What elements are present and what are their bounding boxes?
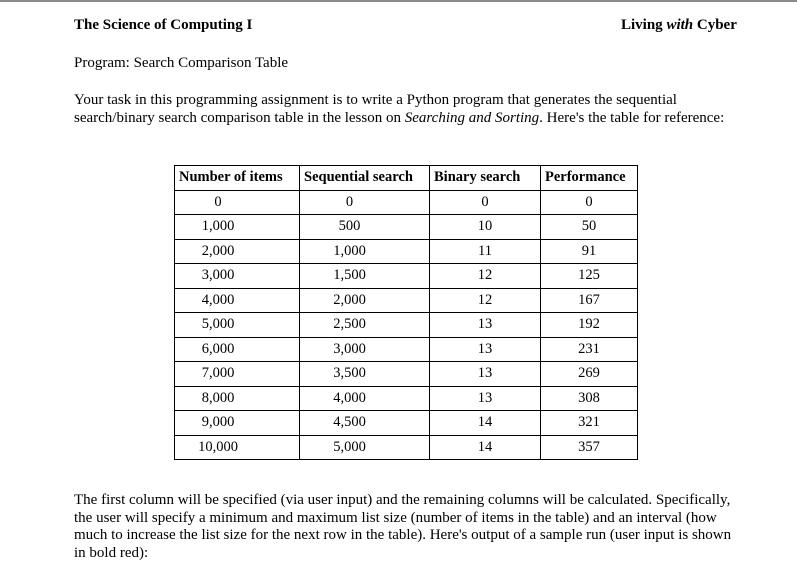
table-body: [175, 190, 638, 460]
cell-performance: 231: [541, 337, 638, 362]
table-row: [175, 435, 638, 460]
cell-binary-search: 11: [430, 239, 541, 264]
cell-number-of-items: 6,000: [175, 337, 300, 362]
table-row: [175, 239, 638, 264]
cell-number-of-items: 10,000: [175, 435, 300, 460]
cell-performance: 321: [541, 411, 638, 436]
cell-sequential-search: 5,000: [300, 435, 430, 460]
intro-text-start: Your task in this programming assignment is to write a Python program that generates the sequential search/binary search comparison table in the lesson on: [74, 92, 677, 126]
cell-binary-search: 13: [430, 362, 541, 387]
header-performance: Performance: [541, 166, 638, 191]
cell-binary-search: 13: [430, 313, 541, 338]
header-number-of-items: Number of items: [175, 166, 300, 191]
program-title: Program: Search Comparison Table: [74, 55, 289, 71]
cell-binary-search: 14: [430, 435, 541, 460]
table-row: [175, 411, 638, 436]
table-row: [175, 337, 638, 362]
cell-performance: 167: [541, 288, 638, 313]
cell-binary-search: 12: [430, 288, 541, 313]
cell-binary-search: 0: [430, 190, 541, 215]
cell-number-of-items: 0: [175, 190, 300, 215]
brand-prefix: Living: [621, 17, 667, 33]
table-row: [175, 264, 638, 289]
course-title: The Science of Computing I: [74, 17, 253, 33]
cell-performance: 357: [541, 435, 638, 460]
comparison-table: [174, 165, 638, 460]
cell-performance: 308: [541, 386, 638, 411]
intro-paragraph: [74, 92, 734, 127]
cell-number-of-items: 9,000: [175, 411, 300, 436]
cell-sequential-search: 1,000: [300, 239, 430, 264]
cell-sequential-search: 0: [300, 190, 430, 215]
header-sequential-search: Sequential search: [300, 166, 430, 191]
brand-suffix: Cyber: [693, 17, 737, 33]
cell-performance: 269: [541, 362, 638, 387]
top-rule: [0, 0, 797, 2]
cell-number-of-items: 2,000: [175, 239, 300, 264]
cell-sequential-search: 2,000: [300, 288, 430, 313]
cell-number-of-items: 4,000: [175, 288, 300, 313]
cell-sequential-search: 3,000: [300, 337, 430, 362]
cell-sequential-search: 500: [300, 215, 430, 240]
cell-sequential-search: 4,500: [300, 411, 430, 436]
table-row: [175, 362, 638, 387]
cell-number-of-items: 3,000: [175, 264, 300, 289]
cell-sequential-search: 3,500: [300, 362, 430, 387]
cell-number-of-items: 8,000: [175, 386, 300, 411]
cell-performance: 91: [541, 239, 638, 264]
cell-binary-search: 13: [430, 386, 541, 411]
cell-performance: 0: [541, 190, 638, 215]
table-row: [175, 215, 638, 240]
cell-binary-search: 14: [430, 411, 541, 436]
cell-sequential-search: 1,500: [300, 264, 430, 289]
lesson-name: Searching and Sorting: [404, 109, 540, 126]
cell-number-of-items: 1,000: [175, 215, 300, 240]
table-row: [175, 288, 638, 313]
table-row: [175, 386, 638, 411]
cell-sequential-search: 2,500: [300, 313, 430, 338]
table-header-row: [175, 166, 638, 191]
cell-binary-search: 10: [430, 215, 541, 240]
cell-binary-search: 13: [430, 337, 541, 362]
header-binary-search: Binary search: [430, 166, 541, 191]
table-row: [175, 313, 638, 338]
table-row: [175, 190, 638, 215]
brand-italic: with: [666, 17, 694, 33]
closing-paragraph: The first column will be specified (via user input) and the remaining columns will be calculated. Specifically, the user will specify a minimum and maximum list size (number of items in the table) and an interval (how much to increase the list size for the next row in the table). Here's output of a sample run (user input is shown in bold red):: [74, 492, 732, 561]
cell-performance: 192: [541, 313, 638, 338]
cell-sequential-search: 4,000: [300, 386, 430, 411]
cell-binary-search: 12: [430, 264, 541, 289]
cell-performance: 50: [541, 215, 638, 240]
intro-text-end: . Here's the table for reference:: [539, 109, 725, 126]
cell-performance: 125: [541, 264, 638, 289]
cell-number-of-items: 7,000: [175, 362, 300, 387]
brand-title: [621, 17, 737, 34]
cell-number-of-items: 5,000: [175, 313, 300, 338]
